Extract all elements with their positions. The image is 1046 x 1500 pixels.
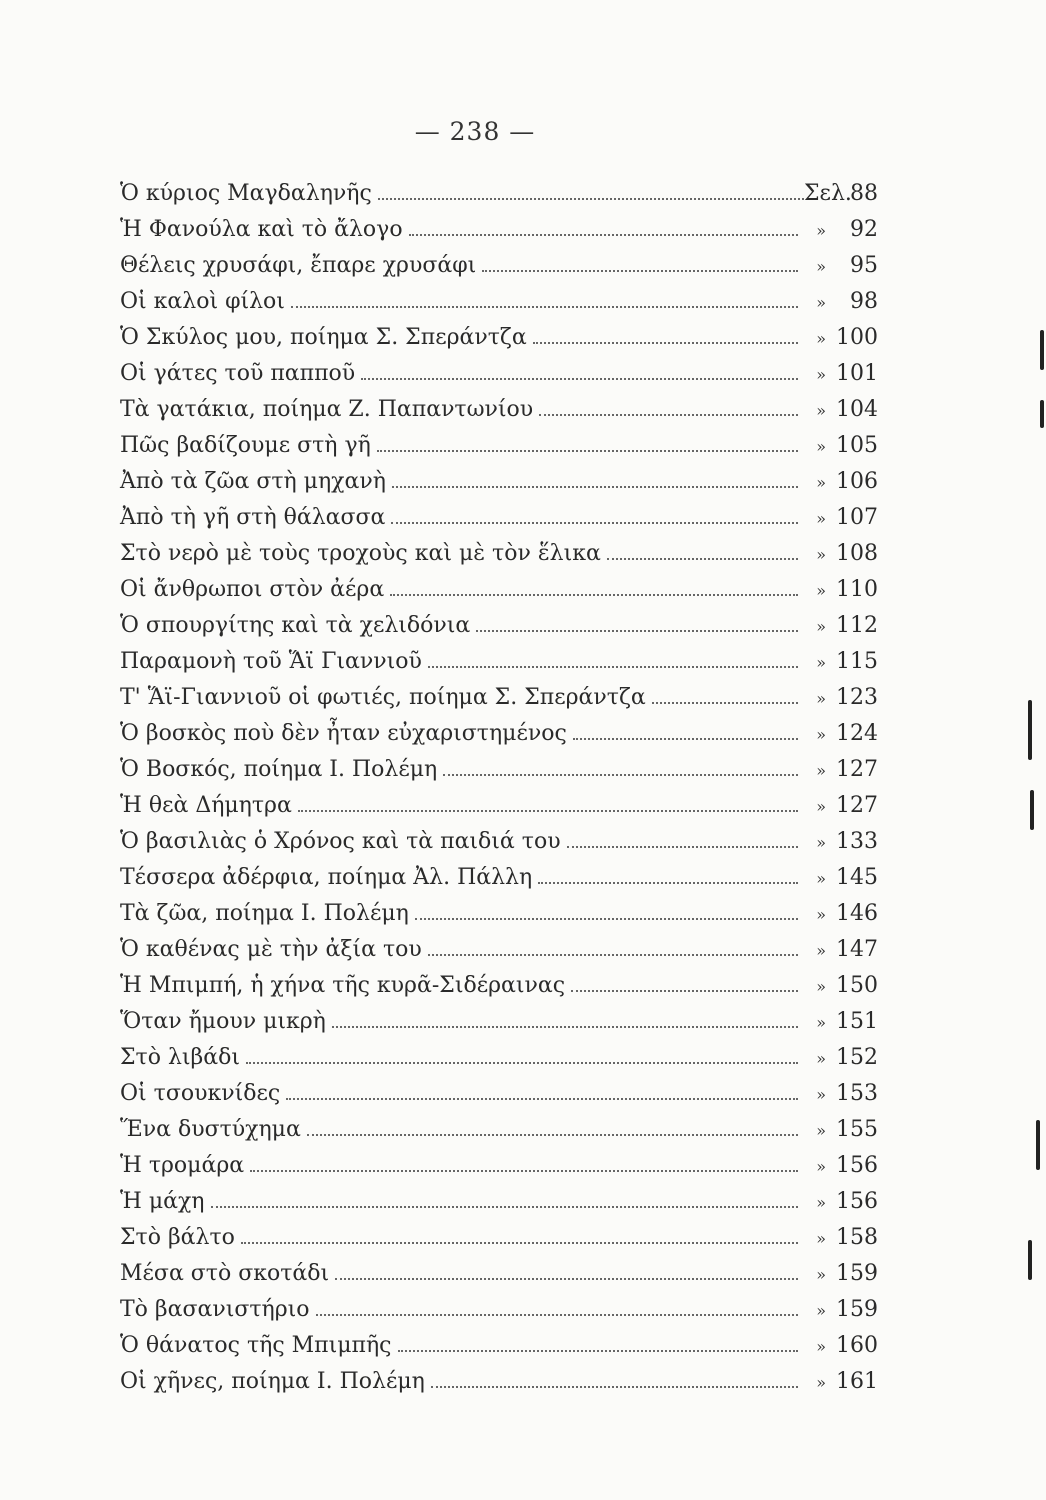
- toc-entry-page: 106: [836, 469, 878, 494]
- toc-entry: [120, 968, 878, 1004]
- toc-entry: [120, 356, 878, 392]
- edge-mark: [1036, 1120, 1040, 1170]
- toc-entry: [120, 1364, 878, 1400]
- toc-entry-page: 146: [836, 901, 878, 926]
- dot-leader: [398, 1349, 799, 1352]
- toc-entry-page: 100: [836, 325, 878, 350]
- dot-leader: [391, 521, 798, 524]
- edge-mark: [1028, 700, 1032, 760]
- ditto-mark: »: [816, 401, 826, 420]
- toc-entry: [120, 896, 878, 932]
- toc-entry-title: Ὁ βασιλιὰς ὁ Χρόνος καὶ τὰ παιδιά του: [120, 829, 561, 854]
- toc-entry-title: Στὸ λιβάδι: [120, 1045, 240, 1070]
- toc-entry-title: Ὁ Σκύλος μου, ποίημα Σ. Σπεράντζα: [120, 325, 527, 350]
- toc-entry: [120, 212, 878, 248]
- toc-entry-page: 150: [836, 973, 878, 998]
- dot-leader: [335, 1277, 798, 1280]
- ditto-mark: »: [816, 1013, 826, 1032]
- toc-entry-title: Τὸ βασανιστήριο: [120, 1297, 310, 1322]
- toc-entry-page: 92: [850, 217, 878, 242]
- toc-entry: [120, 788, 878, 824]
- dot-leader: [567, 845, 798, 848]
- ditto-mark: »: [816, 1373, 826, 1392]
- ditto-mark: »: [816, 1337, 826, 1356]
- toc-entry-page: 156: [836, 1153, 878, 1178]
- dot-leader: [250, 1169, 798, 1172]
- toc-entry-title: Τὰ γατάκια, ποίημα Ζ. Παπαντωνίου: [120, 397, 534, 422]
- dot-leader: [482, 269, 798, 272]
- ditto-mark: »: [816, 725, 826, 744]
- toc-entry: [120, 932, 878, 968]
- toc-entry-page: 147: [836, 937, 878, 962]
- dot-leader: [291, 305, 798, 308]
- toc-entry-title: Οἱ ἄνθρωποι στὸν ἀέρα: [120, 577, 385, 602]
- edge-mark: [1040, 330, 1044, 370]
- toc-entry-page: 127: [836, 793, 878, 818]
- toc-entry-page: 127: [836, 757, 878, 782]
- toc-entry-title: Τέσσερα ἀδέρφια, ποίημα Ἀλ. Πάλλη: [120, 865, 533, 890]
- toc-entry: [120, 608, 878, 644]
- toc-entry: [120, 1148, 878, 1184]
- toc-entry-page: 105: [836, 433, 878, 458]
- dot-leader: [533, 341, 798, 344]
- toc-entry-page: 110: [836, 577, 878, 602]
- toc-entry: [120, 644, 878, 680]
- dot-leader: [307, 1133, 798, 1136]
- toc-entry-page: 158: [836, 1225, 878, 1250]
- toc-entry-title: Στὸ βάλτο: [120, 1225, 235, 1250]
- ditto-mark: »: [816, 689, 826, 708]
- toc-entry: [120, 1040, 878, 1076]
- ditto-mark: »: [816, 581, 826, 600]
- ditto-mark: »: [816, 905, 826, 924]
- toc-entry: [120, 1184, 878, 1220]
- toc-entry-title: Παραμονὴ τοῦ Ἅϊ Γιαννιοῦ: [120, 649, 422, 674]
- toc-entry: [120, 392, 878, 428]
- dot-leader: [378, 197, 804, 200]
- ditto-mark: »: [816, 1157, 826, 1176]
- toc-entry-page: 108: [836, 541, 878, 566]
- ditto-mark: »: [816, 221, 826, 240]
- ditto-mark: »: [816, 257, 826, 276]
- toc-entry: [120, 1292, 878, 1328]
- toc-entry: [120, 176, 878, 212]
- dot-leader: [607, 557, 798, 560]
- toc-entry-page: 133: [836, 829, 878, 854]
- ditto-mark: »: [816, 365, 826, 384]
- dot-leader: [286, 1097, 798, 1100]
- toc-entry: [120, 1112, 878, 1148]
- dot-leader: [246, 1061, 798, 1064]
- dot-leader: [571, 989, 798, 992]
- dot-leader: [428, 665, 798, 668]
- ditto-mark: »: [816, 293, 826, 312]
- toc-entry: [120, 1076, 878, 1112]
- toc-entry-title: Οἱ καλοὶ φίλοι: [120, 289, 285, 314]
- dot-leader: [390, 593, 798, 596]
- toc-entry-title: Ἕνα δυστύχημα: [120, 1117, 301, 1142]
- toc-entry: [120, 716, 878, 752]
- toc-entry: [120, 536, 878, 572]
- toc-entry-page: 115: [836, 649, 878, 674]
- dot-leader: [415, 917, 798, 920]
- ditto-mark: »: [816, 1301, 826, 1320]
- dot-leader: [428, 953, 798, 956]
- toc-entry-title: Ἀπὸ τὰ ζῶα στὴ μηχανὴ: [120, 469, 386, 494]
- toc-entry-page: 160: [836, 1333, 878, 1358]
- toc-entry: [120, 1220, 878, 1256]
- toc-entry-page: 156: [836, 1189, 878, 1214]
- toc-entry: [120, 824, 878, 860]
- ditto-mark: »: [816, 437, 826, 456]
- toc-entry-page: 159: [836, 1261, 878, 1286]
- ditto-mark: »: [816, 617, 826, 636]
- dot-leader: [241, 1241, 798, 1244]
- edge-mark: [1028, 1240, 1032, 1280]
- toc-entry-page: 95: [850, 253, 878, 278]
- toc-entry-page: 88: [850, 181, 878, 206]
- edge-mark: [1030, 790, 1034, 830]
- page-label: Σελ.: [804, 181, 852, 206]
- dot-leader: [298, 809, 798, 812]
- dot-leader: [361, 377, 798, 380]
- toc-entry-page: 112: [836, 613, 878, 638]
- dot-leader: [377, 449, 798, 452]
- toc-entry: [120, 464, 878, 500]
- toc-entry: [120, 428, 878, 464]
- toc-entry-page: 159: [836, 1297, 878, 1322]
- toc-entry-title: Ἡ Φανούλα καὶ τὸ ἄλογο: [120, 217, 403, 242]
- toc-entry-page: 161: [836, 1369, 878, 1394]
- ditto-mark: »: [816, 761, 826, 780]
- toc-entry-title: Ὅταν ἤμουν μικρὴ: [120, 1009, 326, 1034]
- ditto-mark: »: [816, 1265, 826, 1284]
- ditto-mark: »: [816, 797, 826, 816]
- toc-entry: [120, 1004, 878, 1040]
- toc-entry-title: Ὁ σπουργίτης καὶ τὰ χελιδόνια: [120, 613, 471, 638]
- ditto-mark: »: [816, 1193, 826, 1212]
- toc-entry-title: Ἡ θεὰ Δήμητρα: [120, 793, 292, 818]
- ditto-mark: »: [816, 941, 826, 960]
- toc-entry-page: 155: [836, 1117, 878, 1142]
- dot-leader: [431, 1385, 798, 1388]
- toc-entry: [120, 860, 878, 896]
- dot-leader: [476, 629, 798, 632]
- toc-entry-title: Πῶς βαδίζουμε στὴ γῆ: [120, 433, 371, 458]
- ditto-mark: »: [816, 1121, 826, 1140]
- toc-entry-title: Ὁ κύριος Μαγδαληνῆς: [120, 181, 372, 206]
- toc-entry-title: Οἱ τσουκνίδες: [120, 1081, 281, 1106]
- dot-leader: [316, 1313, 798, 1316]
- toc-entry-title: Ὁ καθένας μὲ τὴν ἀξία του: [120, 937, 422, 962]
- toc-entry-title: Ἡ μάχη: [120, 1189, 205, 1214]
- toc-entry: [120, 752, 878, 788]
- dot-leader: [443, 773, 798, 776]
- toc-entry-page: 107: [836, 505, 878, 530]
- dot-leader: [211, 1205, 799, 1208]
- dot-leader: [332, 1025, 798, 1028]
- dot-leader: [539, 413, 798, 416]
- toc-entry: [120, 320, 878, 356]
- page-number: — 238 —: [414, 117, 536, 146]
- ditto-mark: »: [816, 1085, 826, 1104]
- dot-leader: [538, 881, 798, 884]
- ditto-mark: »: [816, 869, 826, 888]
- toc-entry-title: Τὰ ζῶα, ποίημα Ι. Πολέμη: [120, 901, 409, 926]
- ditto-mark: »: [816, 1229, 826, 1248]
- toc-entry: [120, 1256, 878, 1292]
- toc-entry-title: Ὁ Βοσκός, ποίημα Ι. Πολέμη: [120, 757, 438, 782]
- toc-entry-title: Ἡ Μπιμπή, ἡ χήνα τῆς κυρᾶ-Σιδέραινας: [120, 973, 566, 998]
- toc-entry-title: Θέλεις χρυσάφι, ἔπαρε χρυσάφι: [120, 253, 477, 278]
- toc-entry: [120, 284, 878, 320]
- dot-leader: [652, 701, 798, 704]
- toc-entry-title: Οἱ χῆνες, ποίημα Ι. Πολέμη: [120, 1369, 425, 1394]
- toc-entry: [120, 500, 878, 536]
- ditto-mark: »: [816, 1049, 826, 1068]
- toc-entry-page: 104: [836, 397, 878, 422]
- ditto-mark: »: [816, 509, 826, 528]
- dot-leader: [392, 485, 798, 488]
- toc-entry-title: Μέσα στὸ σκοτάδι: [120, 1261, 330, 1286]
- toc-entry-page: 152: [836, 1045, 878, 1070]
- toc-entry-title: Τ' Ἅϊ-Γιαννιοῦ οἱ φωτιές, ποίημα Σ. Σπεράντζα: [120, 685, 646, 710]
- toc-entry: [120, 572, 878, 608]
- toc-entry-page: 123: [836, 685, 878, 710]
- toc-entry-page: 101: [836, 361, 878, 386]
- toc-entry-page: 153: [836, 1081, 878, 1106]
- ditto-mark: »: [816, 977, 826, 996]
- dot-leader: [573, 737, 798, 740]
- toc-entry-title: Στὸ νερὸ μὲ τοὺς τροχοὺς καὶ μὲ τὸν ἕλικα: [120, 541, 601, 566]
- ditto-mark: »: [816, 833, 826, 852]
- toc-entry-title: Οἱ γάτες τοῦ παπποῦ: [120, 361, 356, 386]
- edge-mark: [1040, 400, 1044, 428]
- ditto-mark: »: [816, 473, 826, 492]
- toc-entry: [120, 248, 878, 284]
- toc-entry-title: Ὁ βοσκὸς ποὺ δὲν ἦταν εὐχαριστημένος: [120, 721, 567, 746]
- toc-entry: [120, 1328, 878, 1364]
- ditto-mark: »: [816, 329, 826, 348]
- dot-leader: [409, 233, 798, 236]
- toc-entry-title: Ὁ θάνατος τῆς Μπιμπῆς: [120, 1333, 392, 1358]
- toc-entry-page: 151: [836, 1009, 878, 1034]
- toc-entry-title: Ἀπὸ τὴ γῆ στὴ θάλασσα: [120, 505, 386, 530]
- ditto-mark: »: [816, 545, 826, 564]
- toc-entry-title: Ἡ τρομάρα: [120, 1153, 245, 1178]
- toc-entry-page: 98: [850, 289, 878, 314]
- toc-entry-page: 145: [836, 865, 878, 890]
- table-of-contents: [120, 176, 878, 1400]
- ditto-mark: »: [816, 653, 826, 672]
- toc-entry-page: 124: [836, 721, 878, 746]
- toc-entry: [120, 680, 878, 716]
